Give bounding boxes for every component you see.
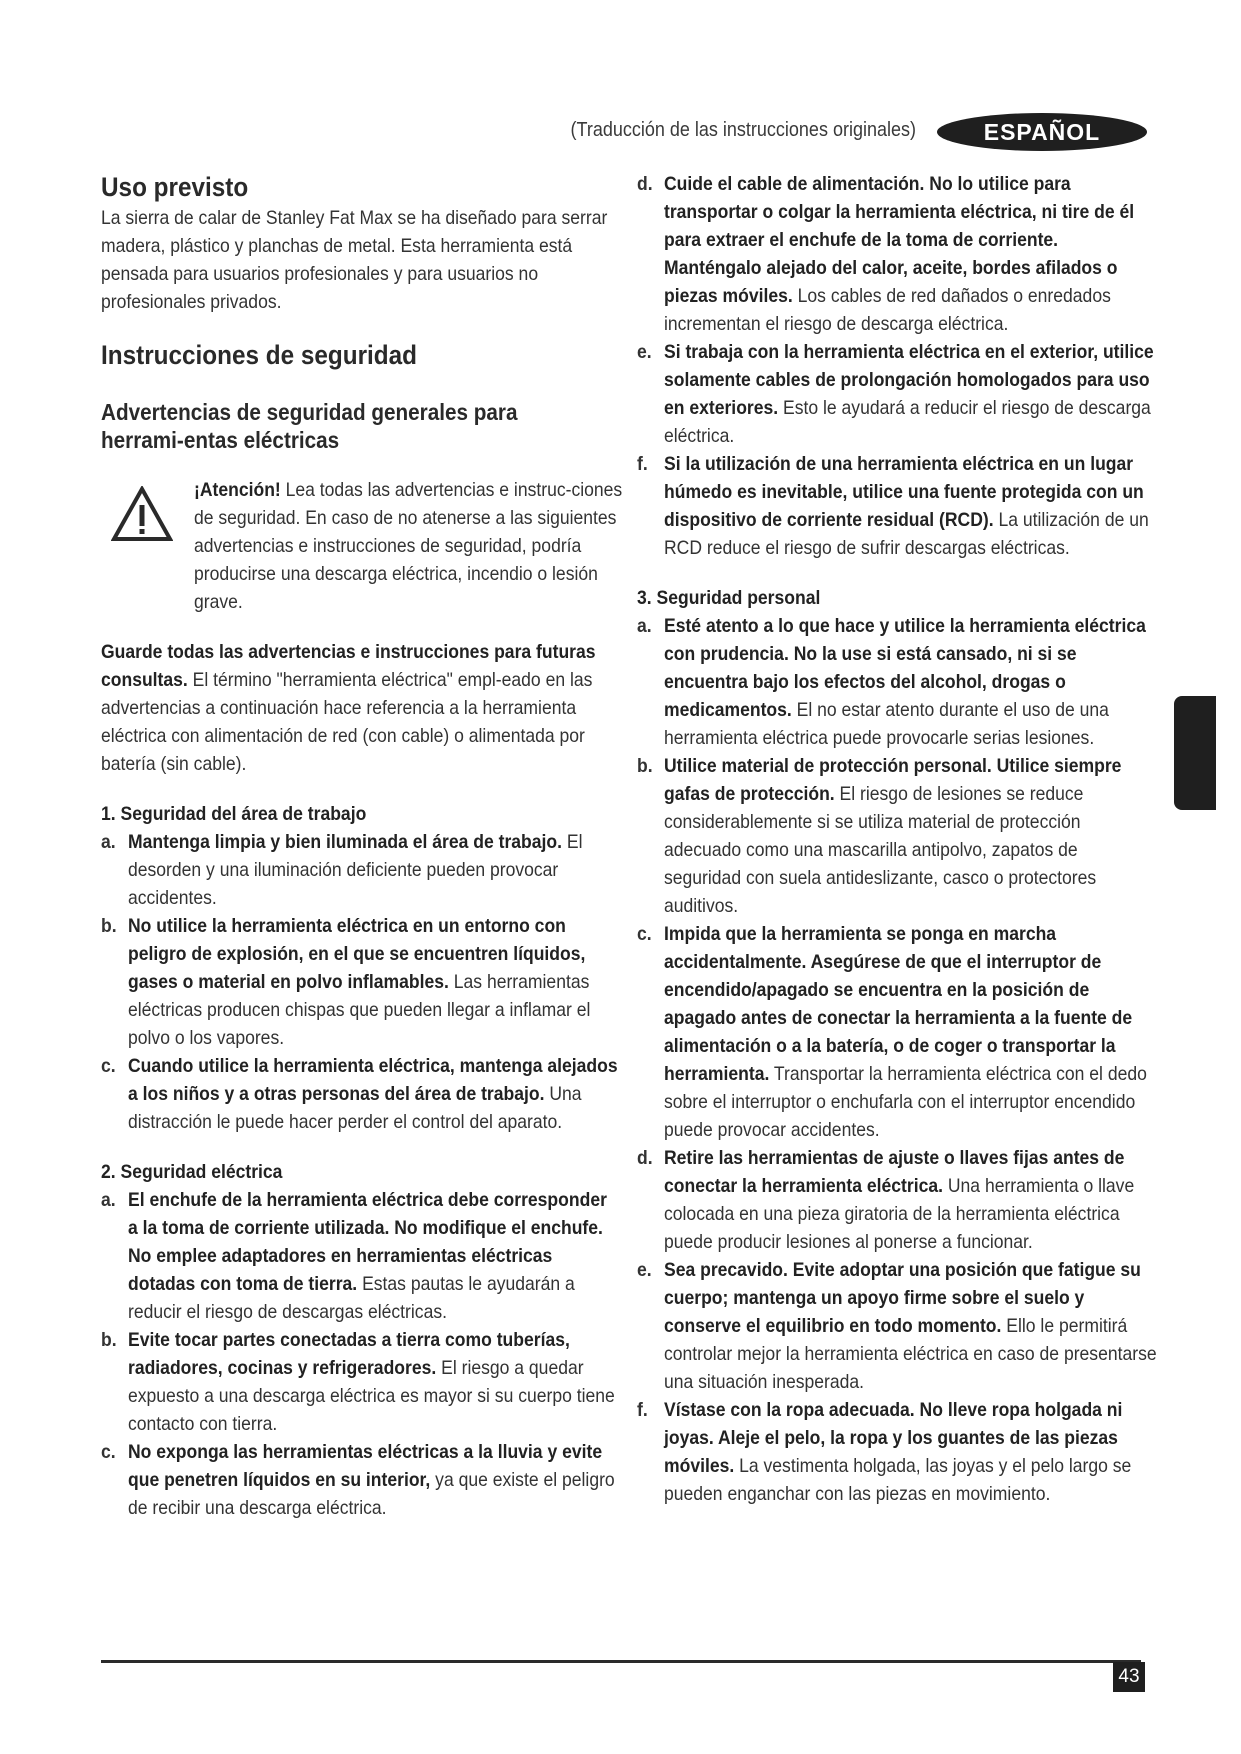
keep-instructions-bold: Guarde todas las advertencias e instrucciones para futuras consultas. (101, 641, 596, 691)
uso-previsto-text: La sierra de calar de Stanley Fat Max se ha diseñado para serrar madera, plástico y planchas de metal. Esta herramienta está pensada para usuarios profesionales y para usuarios no profesionales privados. (101, 207, 608, 313)
page-number: 43 (1113, 1662, 1145, 1692)
right-column (637, 170, 1157, 1508)
left-column (101, 170, 621, 1522)
warning-triangle-icon (111, 486, 173, 542)
work-area-section (101, 800, 621, 1136)
list-item: f. Vístase con la ropa adecuada. No lleve ropa holgada ni joyas. Aleje el pelo, la ropa y los guantes de las piezas móviles. La vestimenta holgada, las joyas y el pelo largo se pueden enganchar con las piezas en movimiento. (637, 1399, 1132, 1505)
list-item: d. Cuide el cable de alimentación. No lo utilice para transportar o colgar la herramienta eléctrica, ni tire de él para extraer el enchufe de la toma de corriente. Manténgalo alejado del calor, aceite, bordes afilados o piezas móviles. Los cables de red dañados o enredados incrementan el riesgo de descarga eléctrica. (637, 173, 1135, 335)
list-item: c. Cuando utilice la herramienta eléctrica, mantenga alejados a los niños y a otras personas del área de trabajo. Una distracción le puede hacer perder el control del aparato. (101, 1055, 618, 1133)
list-item: d. Retire las herramientas de ajuste o llaves fijas antes de conectar la herramienta eléctrica. Una herramienta o llave colocada en una pieza giratoria de la herramienta eléctrica puede producir lesiones al ponerse a funcionar. (637, 1147, 1135, 1253)
electrical-section (101, 1158, 621, 1522)
electrical-heading: 2. Seguridad eléctrica (101, 1161, 283, 1183)
safety-heading: Instrucciones de seguridad (101, 340, 417, 370)
uso-previsto-heading: Uso previsto (101, 172, 249, 202)
work-area-heading: 1. Seguridad del área de trabajo (101, 803, 367, 825)
keep-instructions-text: Guarde todas las advertencias e instrucciones para futuras consultas. El término "herramienta eléctrica" empl-eado en las advertencias a continuación hace referencia a la herramienta eléctrica con alimentación de red (con cable) o alimentada por batería (sin cable). (101, 641, 596, 775)
language-badge: ESPAÑOL (937, 113, 1147, 151)
list-item: b. No utilice la herramienta eléctrica en un entorno con peligro de explosión, en el que se encuentren líquidos, gases o material en polvo inflamables. Las herramientas eléctricas producen chispas que pueden llegar a inflamar el polvo o los vapores. (101, 915, 591, 1049)
list-item: a. Esté atento a lo que hace y utilice la herramienta eléctrica con prudencia. No la use si está cansado, ni si se encuentra bajo los efectos del alcohol, drogas o medicamentos. El no estar atento durante el uso de una herramienta eléctrica puede provocarle serias lesiones. (637, 615, 1146, 749)
list-item: b. Evite tocar partes conectadas a tierra como tuberías, radiadores, cocinas y refrigeradores. El riesgo a quedar expuesto a una descarga eléctrica es mayor si su cuerpo tiene contacto con tierra. (101, 1329, 615, 1435)
personal-safety-section (637, 584, 1157, 1508)
attention-block (101, 476, 621, 616)
translation-note: (Traducción de las instrucciones originales) (570, 119, 916, 141)
list-item: a. Mantenga limpia y bien iluminada el área de trabajo. El desorden y una iluminación deficiente pueden provocar accidentes. (101, 831, 583, 909)
list-item: b. Utilice material de protección personal. Utilice siempre gafas de protección. El riesgo de lesiones se reduce considerablemente si se utiliza material de protección adecuado como una mascarilla antipolvo, zapatos de seguridad con suela antideslizante, casco o protectores auditivos. (637, 755, 1122, 917)
footer-divider (101, 1660, 1141, 1663)
list-item: e. Sea precavido. Evite adoptar una posición que fatigue su cuerpo; mantenga un apoyo firme sobre el suelo y conserve el equilibrio en todo momento. Ello le permitirá controlar mejor la herramienta eléctrica en caso de presentarse una situación inesperada. (637, 1259, 1157, 1393)
list-item: e. Si trabaja con la herramienta eléctrica en el exterior, utilice solamente cables de prolongación homologados para uso en exteriores. Esto le ayudará a reducir el riesgo de descarga eléctrica. (637, 341, 1154, 447)
list-item: f. Si la utilización de una herramienta eléctrica en un lugar húmedo es inevitable, utilice una fuente protegida con un dispositivo de corriente residual (RCD). La utilización de un RCD reduce el riesgo de sufrir descargas eléctricas. (637, 453, 1149, 559)
attention-label: ¡Atención! (194, 479, 281, 501)
list-item: a. El enchufe de la herramienta eléctrica debe corresponder a la toma de corriente utilizada. No modifique el enchufe. No emplee adaptadores en herramientas eléctricas dotadas con toma de tierra. Estas pautas le ayudarán a reducir el riesgo de descargas eléctricas. (101, 1189, 607, 1323)
list-item: c. Impida que la herramienta se ponga en marcha accidentalmente. Asegúrese de que el interruptor de encendido/apagado se encuentra en la posición de apagado antes de conectar la herramienta a la fuente de alimentación o a la batería, o de coger o transportar la herramienta. Transportar la herramienta eléctrica con el dedo sobre el interruptor o enchufarla con el interruptor encendido puede provocar accidentes. (637, 923, 1147, 1141)
electrical-section-continued (637, 170, 1157, 562)
personal-safety-heading: 3. Seguridad personal (637, 587, 821, 609)
section-thumb-tab (1174, 696, 1216, 810)
general-warnings-heading: Advertencias de seguridad generales para herrami-entas eléctricas (101, 399, 518, 453)
attention-text: ¡Atención! Lea todas las advertencias e instruc-ciones de seguridad. En caso de no atenerse a las siguientes advertencias e instrucciones de seguridad, podría producirse una descarga eléctrica, incendio o lesión grave. (194, 479, 623, 613)
list-item: c. No exponga las herramientas eléctricas a la lluvia y evite que penetren líquidos en su interior, ya que existe el peligro de recibir una descarga eléctrica. (101, 1441, 615, 1519)
